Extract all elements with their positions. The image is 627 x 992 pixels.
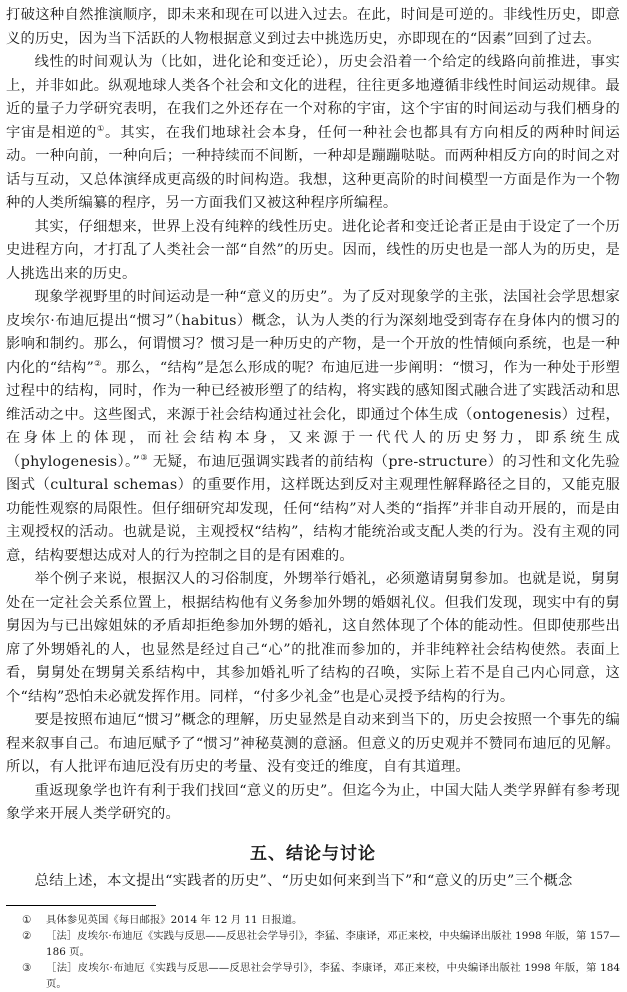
footnote-divider <box>6 905 156 906</box>
paragraph-text: 。其实，在我们地球社会本身，任何一种社会也都具有方向相反的两种时间运动。一种向前，一种向后；一种持续而不间断，一种却是蹦蹦哒哒。而两种相反方向的时间之对话与互动，又总体演绎成更高级的时间构造。我想，这种更高阶的时间模型一方面是作为一个物种的人类所编纂的程序，另一方面我们又被这种程序所编程。 <box>6 124 621 211</box>
paragraph-text: 线性的时间观认为（比如，进化论和变迁论），历史会沿着一个给定的线路向前推进，事实上，并非如此。纵观地球人类各个社会和文化的进程，往往更多地遵循非线性时间运动规律。最近的量子力学研究表明，在我们之外还存在一个对称的宇宙，这个宇宙的时间运动与我们栖身的宇宙是相逆的 <box>6 54 620 141</box>
footnotes <box>6 912 620 992</box>
paragraph-text: 其实，仔细想来，世界上没有纯粹的线性历史。进化论者和变迁论者正是由于设定了一个历史进程方向，才打乱了人类社会一部“自然”的历史。因而，线性的历史也是一部人为的历史，是人挑选出来的历史。 <box>6 218 620 282</box>
body-paragraph <box>6 51 620 216</box>
document-page <box>6 4 620 992</box>
footnote-text: ［法］皮埃尔·布迪厄《实践与反思——反思社会学导引》，李猛、李康译，邓正来校，中央编译出版社 1998 年版，第 157—186 页。 <box>46 930 620 958</box>
body-paragraph <box>6 780 620 827</box>
footnote-text: ［法］皮埃尔·布迪厄《实践与反思——反思社会学导引》，李猛、李康译，邓正来校，中央编译出版社 1998 年版，第 184 页。 <box>46 962 620 990</box>
footnote-mark: ③ <box>22 962 32 974</box>
footnote <box>6 960 620 992</box>
footnote-ref: ③ <box>140 452 148 462</box>
paragraph-text: 无疑，布迪厄强调实践者的前结构（pre-structure）的习性和文化先验图式（cultural schemas）的重要作用，这样既达到反对主观理性解释路径之目的，又能克服功能性观察的局限性。但仔细研究却发现，任何“结构”对人类的“指挥”并非自动开展的，而是由主观授权的活动。也就是说，主观授权“结构”，结构才能统治或支配人类的行为。没有主观的同意，结构要想达成对人的行为控制之目的是有困难的。 <box>6 453 621 564</box>
footnote <box>6 912 620 928</box>
section-heading: 五、结论与讨论 <box>250 843 376 864</box>
footnote-mark: ① <box>22 914 32 926</box>
paragraph-text: 。那么，“结构”是怎么形成的呢？布迪厄进一步阐明：“惯习，作为一种处于形塑过程中的结构，同时，作为一种已经被形塑了的结构，将实践的感知图式融合进了实践活动和思维活动之中。这些图式，来源于社会结构通过社会化，即通过个体生成（ontogenesis）过程，在身体上的体现，而社会结构本身，又来源于一代代人的历史努力，即系统生成（phylogenesis）。” <box>6 359 620 470</box>
body-paragraph <box>6 709 620 780</box>
paragraph-text: 打破这种自然推演顺序，即未来和现在可以进入过去。在此，时间是可逆的。非线性历史，即意义的历史，因为当下活跃的人物根据意义到过去中挑选历史，亦即现在的“因素”回到了过去。 <box>6 7 620 47</box>
body-text <box>6 4 620 827</box>
paragraph-text: 现象学视野里的时间运动是一种“意义的历史”。为了反对现象学的主张，法国社会学思想家皮埃尔·布迪厄提出“惯习”（habitus）概念，认为人类的行为深刻地受到寄存在身体内的惯习的影响和制约。那么，何谓惯习？惯习是一种历史的产物，是一个开放的性情倾向系统，也是一种内化的“结构” <box>6 289 620 376</box>
footnote <box>6 928 620 960</box>
body-paragraph <box>6 568 620 709</box>
paragraph-text: 要是按照布迪厄“惯习”概念的理解，历史显然是自动来到当下的，历史会按照一个事先的编程来叙事自己。布迪厄赋予了“惯习”神秘莫测的意涵。但意义的历史观并不赞同布迪厄的见解。所以，有人批评布迪厄没有历史的考量、没有变迁的维度，自有其道理。 <box>6 712 620 775</box>
body-paragraph <box>6 4 620 51</box>
paragraph-text: 举个例子来说，根据汉人的习俗制度，外甥举行婚礼，必须邀请舅舅参加。也就是说，舅舅处在一定社会关系位置上，根据结构他有义务参加外甥的婚姻礼仪。但我们发现，现实中有的舅舅因为与已出嫁姐妹的矛盾却拒绝参加外甥的婚礼，这自然体现了个体的能动性。但即使那些出席了外甥婚礼的人，也显然是经过自己“心”的批准而参加的，并非纯粹社会结构使然。表面上看，舅舅处在甥舅关系结构中，其参加婚礼听了结构的召唤，实际上若不是自己内心同意，这个“结构”恐怕未必就发挥作用。同样，“付多少礼金”也是心灵授予结构的行为。 <box>6 571 620 705</box>
footnote-ref: ② <box>94 358 102 368</box>
footnote-ref: ① <box>97 123 106 133</box>
body-paragraph <box>6 286 620 568</box>
closing-paragraph: 总结上述，本文提出“实践者的历史”、“历史如何来到当下”和“意义的历史”三个概念 <box>34 872 573 889</box>
body-paragraph <box>6 216 620 287</box>
footnote-mark: ② <box>22 930 32 942</box>
footnote-text: 具体参见英国《每日邮报》2014 年 12 月 11 日报道。 <box>46 914 303 926</box>
paragraph-text: 重返现象学也许有利于我们找回“意义的历史”。但迄今为止，中国大陆人类学界鲜有参考现象学来开展人类学研究的。 <box>6 782 620 822</box>
